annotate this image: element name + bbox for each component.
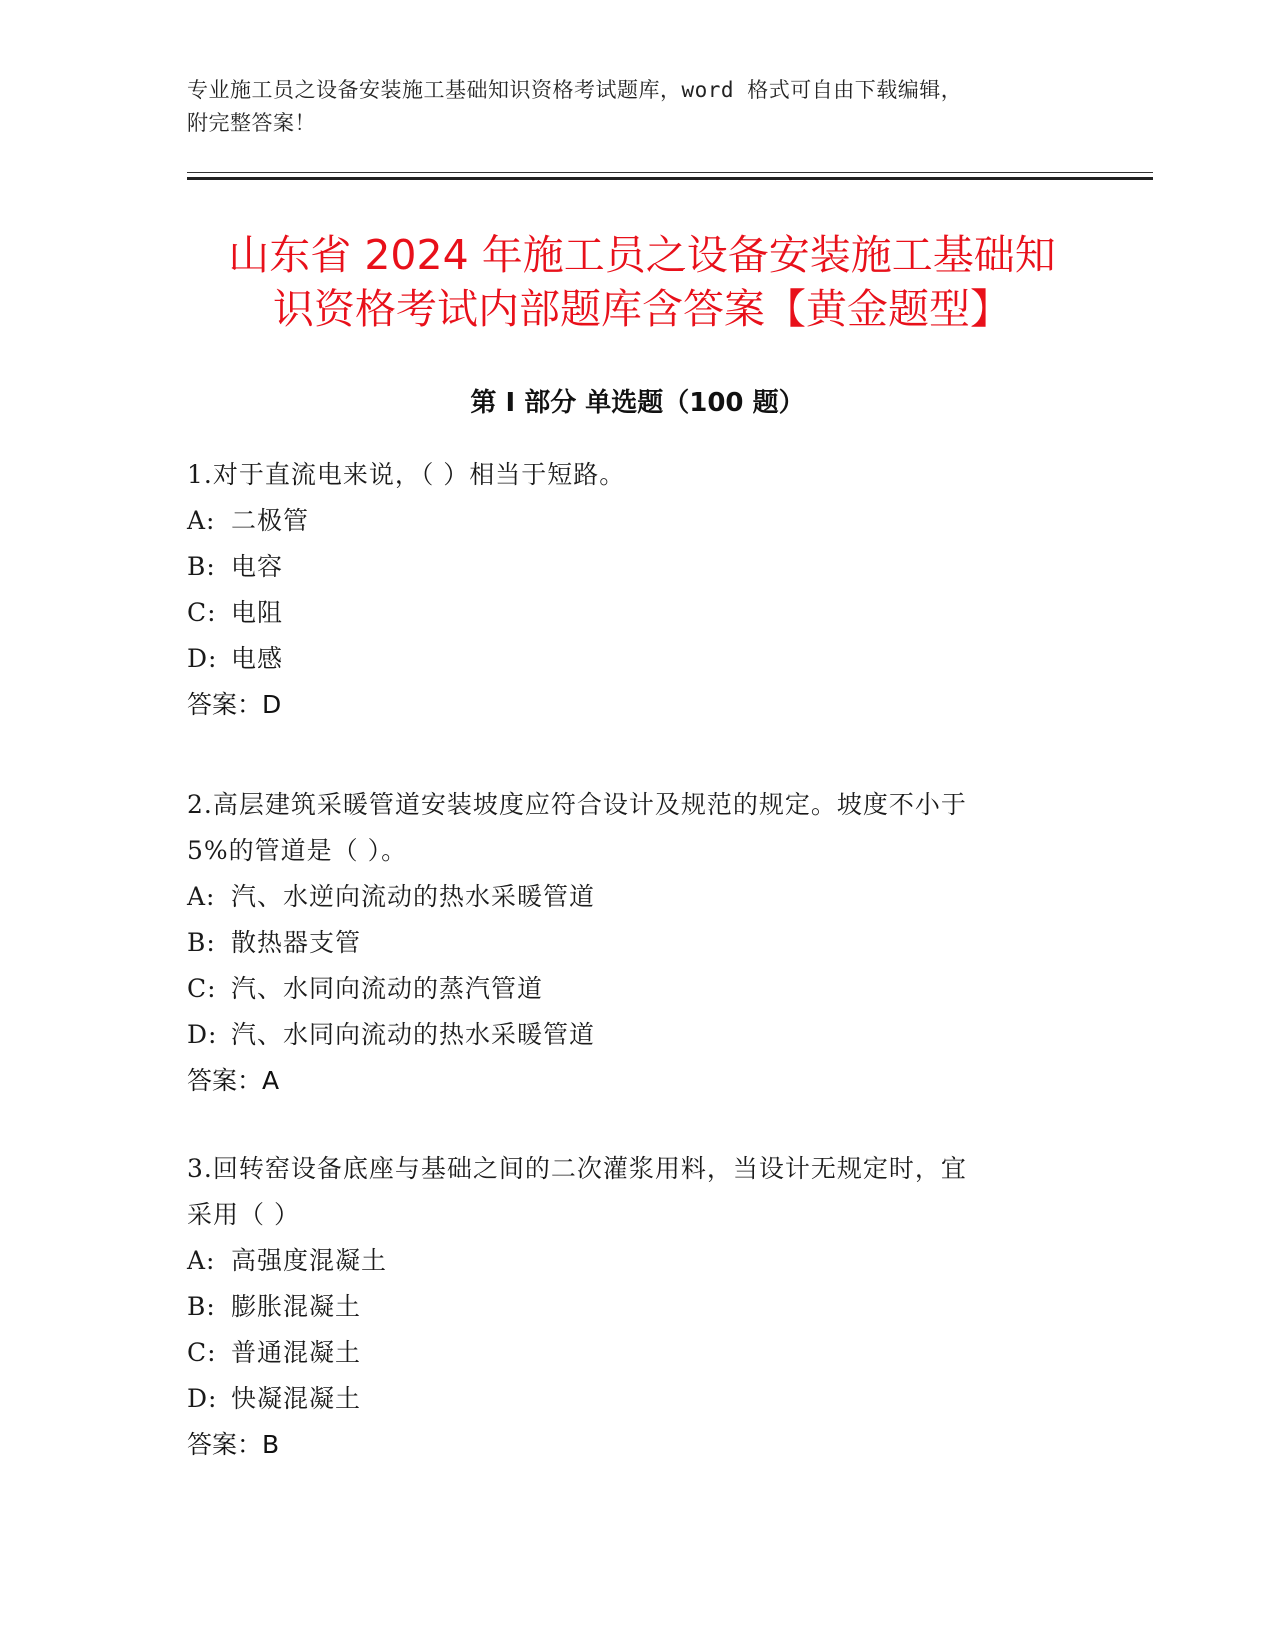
option-key: C: [187,598,217,627]
question-1 [187,452,1087,728]
option-key: D: [187,1020,218,1049]
question-2 [187,782,1087,1104]
option-key: A: [187,1246,216,1275]
option-d [187,1012,1087,1058]
question-stem-continued: 采用（ ） [187,1200,300,1229]
option-key: B: [187,1292,216,1321]
header-rule-thick [187,177,1153,180]
option-key: D: [187,1384,218,1413]
option-text: 汽、水逆向流动的热水采暖管道 [231,882,596,911]
option-key: A: [187,882,216,911]
option-text: 电阻 [231,598,284,627]
option-b [187,544,1087,590]
question-stem: 3.回转窑设备底座与基础之间的二次灌浆用料，当设计无规定时，宜 [187,1154,967,1183]
document-title [187,228,1097,336]
option-text: 高强度混凝土 [231,1246,388,1275]
option-key: B: [187,928,216,957]
question-3 [187,1146,1087,1468]
option-a [187,1238,1087,1284]
option-text: 二极管 [231,506,310,535]
document-title-line-1: 山东省 2024 年施工员之设备安装施工基础知 [228,231,1056,279]
option-key: C: [187,974,217,1003]
header-note-line-2: 附完整答案！ [187,111,316,135]
answer-line: 答案：A [187,1066,280,1095]
option-a [187,498,1087,544]
answer-line: 答案：B [187,1430,280,1459]
option-c [187,966,1087,1012]
document-title-line-2: 识资格考试内部题库含答案【黄金题型】 [273,285,1011,333]
option-text: 汽、水同向流动的蒸汽管道 [231,974,544,1003]
header-rule-thin [187,172,1153,173]
option-text: 散热器支管 [231,928,362,957]
header-note-line-1: 专业施工员之设备安装施工基础知识资格考试题库，word 格式可自由下载编辑， [187,78,963,102]
option-key: A: [187,506,216,535]
question-stem: 2.高层建筑采暖管道安装坡度应符合设计及规范的规定。坡度不小于 [187,790,967,819]
option-text: 膨胀混凝土 [231,1292,362,1321]
question-stem-continued: 5%的管道是（ ）。 [187,836,408,865]
option-text: 电感 [231,644,284,673]
option-text: 普通混凝土 [231,1338,362,1367]
option-c [187,1330,1087,1376]
option-d [187,1376,1087,1422]
option-d [187,636,1087,682]
question-stem: 1.对于直流电来说，（ ）相当于短路。 [187,460,626,489]
section-heading: 第 I 部分 单选题（100 题） [470,388,805,418]
option-key: B: [187,552,216,581]
option-a [187,874,1087,920]
option-text: 快凝混凝土 [231,1384,362,1413]
answer-line: 答案：D [187,690,282,719]
option-text: 汽、水同向流动的热水采暖管道 [231,1020,596,1049]
header-note [187,74,1087,140]
option-b [187,920,1087,966]
option-key: D: [187,644,218,673]
option-b [187,1284,1087,1330]
option-text: 电容 [231,552,284,581]
option-c [187,590,1087,636]
option-key: C: [187,1338,217,1367]
